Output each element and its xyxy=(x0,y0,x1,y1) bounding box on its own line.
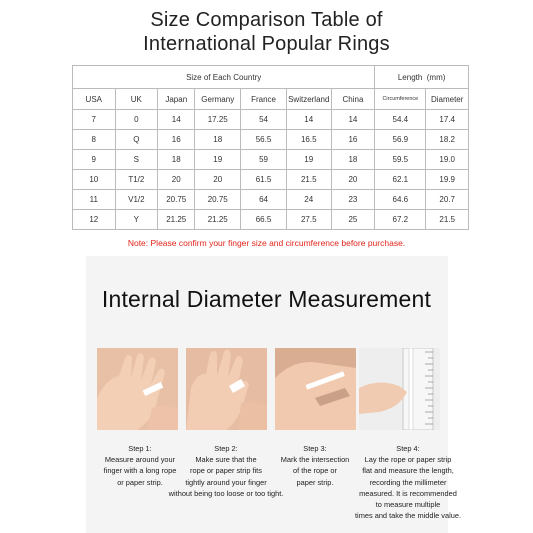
table-row xyxy=(73,130,469,150)
col-switzerland: Switzerland xyxy=(286,89,331,110)
step-1-photo xyxy=(97,348,178,430)
col-uk: UK xyxy=(115,89,158,110)
table-cell: 54.4 xyxy=(375,110,426,130)
table-cell: S xyxy=(115,150,158,170)
step-3-photo xyxy=(275,348,356,430)
table-cell: 0 xyxy=(115,110,158,130)
step-2-line-3: tightly around your finger xyxy=(185,477,267,487)
table-row xyxy=(73,110,469,130)
step-4-photo xyxy=(359,348,440,430)
purchase-note: Note: Please confirm your finger size and circumference before purchase. xyxy=(127,238,406,248)
table-cell: 21.5 xyxy=(426,210,469,230)
step-4-line-6: times and take the middle value. xyxy=(355,511,461,521)
table-cell: 20 xyxy=(195,170,241,190)
table-cell: 59 xyxy=(241,150,287,170)
title-line-2: International Popular Rings xyxy=(143,33,390,55)
table-row xyxy=(73,170,469,190)
col-china: China xyxy=(331,89,375,110)
step-3-line-2: of the rope or xyxy=(293,466,337,476)
measurement-title: Internal Diameter Measurement xyxy=(101,286,432,312)
table-cell: 21.25 xyxy=(158,210,195,230)
step-2-line-4: without being too loose or too tight. xyxy=(168,488,284,498)
step-4-line-3: recording the millimeter xyxy=(369,477,447,487)
table-cell: 20.75 xyxy=(195,190,241,210)
step-1-line-1: Measure around your xyxy=(104,455,176,465)
col-germany: Germany xyxy=(195,89,241,110)
table-cell: 64.6 xyxy=(375,190,426,210)
table-cell: 14 xyxy=(158,110,195,130)
table-cell: 16.5 xyxy=(286,130,331,150)
table-row xyxy=(73,190,469,210)
table-cell: 61.5 xyxy=(241,170,287,190)
step-3-caption xyxy=(270,443,360,488)
table-cell: 24 xyxy=(286,190,331,210)
table-cell: 20.7 xyxy=(426,190,469,210)
column-header-row xyxy=(73,89,469,110)
marking-strip-image xyxy=(275,348,356,430)
step-4-line-2: flat and measure the length, xyxy=(362,466,454,476)
table-cell: 18.2 xyxy=(426,130,469,150)
step-2-photo xyxy=(186,348,267,430)
table-cell: 19 xyxy=(195,150,241,170)
table-cell: 54 xyxy=(241,110,287,130)
ruler-measure-image xyxy=(359,348,440,430)
table-cell: 11 xyxy=(73,190,116,210)
hand-with-strip-image xyxy=(97,348,178,430)
col-circumference: Circumference xyxy=(375,89,426,110)
step-4-label: Step 4: xyxy=(396,444,420,453)
table-cell: 7 xyxy=(73,110,116,130)
table-cell: 9 xyxy=(73,150,116,170)
table-cell: 17.25 xyxy=(195,110,241,130)
table-cell: 16 xyxy=(331,130,375,150)
step-2-line-1: Make sure that the xyxy=(195,455,257,465)
table-cell: 10 xyxy=(73,170,116,190)
col-france: France xyxy=(241,89,287,110)
table-cell: 56.5 xyxy=(241,130,287,150)
step-2-label: Step 2: xyxy=(214,444,238,453)
table-cell: 59.5 xyxy=(375,150,426,170)
table-cell: 21.5 xyxy=(286,170,331,190)
step-1-line-3: or paper strip. xyxy=(117,477,163,487)
col-japan: Japan xyxy=(158,89,195,110)
step-4-line-4: measured. It is recommended xyxy=(359,488,457,498)
table-cell: 18 xyxy=(331,150,375,170)
table-cell: 66.5 xyxy=(241,210,287,230)
table-cell: 19.0 xyxy=(426,150,469,170)
table-cell: 25 xyxy=(331,210,375,230)
step-4-line-1: Lay the rope or paper strip xyxy=(364,455,452,465)
table-cell: 20 xyxy=(331,170,375,190)
header-country-group: Size of Each Country xyxy=(73,66,375,89)
table-cell: 21.25 xyxy=(195,210,241,230)
table-row xyxy=(73,210,469,230)
step-3-line-1: Mark the intersection xyxy=(280,455,350,465)
table-cell: 14 xyxy=(286,110,331,130)
table-cell: 19 xyxy=(286,150,331,170)
header-length-group: Length (mm) xyxy=(375,66,469,89)
table-cell: V1/2 xyxy=(115,190,158,210)
table-cell: 12 xyxy=(73,210,116,230)
size-table xyxy=(72,65,469,230)
wrapped-finger-image xyxy=(186,348,267,430)
step-2-line-2: rope or paper strip fits xyxy=(190,466,262,476)
table-cell: 20.75 xyxy=(158,190,195,210)
step-1-line-2: finger with a long rope xyxy=(103,466,177,476)
step-4-line-5: to measure multiple xyxy=(375,500,441,510)
step-3-label: Step 3: xyxy=(303,444,327,453)
col-usa: USA xyxy=(73,89,116,110)
col-diameter: Diameter xyxy=(426,89,469,110)
table-cell: 64 xyxy=(241,190,287,210)
step-1-label: Step 1: xyxy=(128,444,152,453)
table-cell: 18 xyxy=(158,150,195,170)
step-3-line-3: paper strip. xyxy=(296,477,334,487)
table-cell: 18 xyxy=(195,130,241,150)
step-4-caption xyxy=(348,443,468,521)
table-cell: 27.5 xyxy=(286,210,331,230)
table-row xyxy=(73,150,469,170)
table-cell: 62.1 xyxy=(375,170,426,190)
table-cell: 67.2 xyxy=(375,210,426,230)
table-cell: 23 xyxy=(331,190,375,210)
table-cell: 19.9 xyxy=(426,170,469,190)
table-cell: Q xyxy=(115,130,158,150)
table-cell: 20 xyxy=(158,170,195,190)
table-cell: Y xyxy=(115,210,158,230)
table-cell: 14 xyxy=(331,110,375,130)
table-cell: T1/2 xyxy=(115,170,158,190)
table-cell: 56.9 xyxy=(375,130,426,150)
table-cell: 17.4 xyxy=(426,110,469,130)
table-cell: 16 xyxy=(158,130,195,150)
table-cell: 8 xyxy=(73,130,116,150)
title-line-1: Size Comparison Table of xyxy=(150,9,383,31)
